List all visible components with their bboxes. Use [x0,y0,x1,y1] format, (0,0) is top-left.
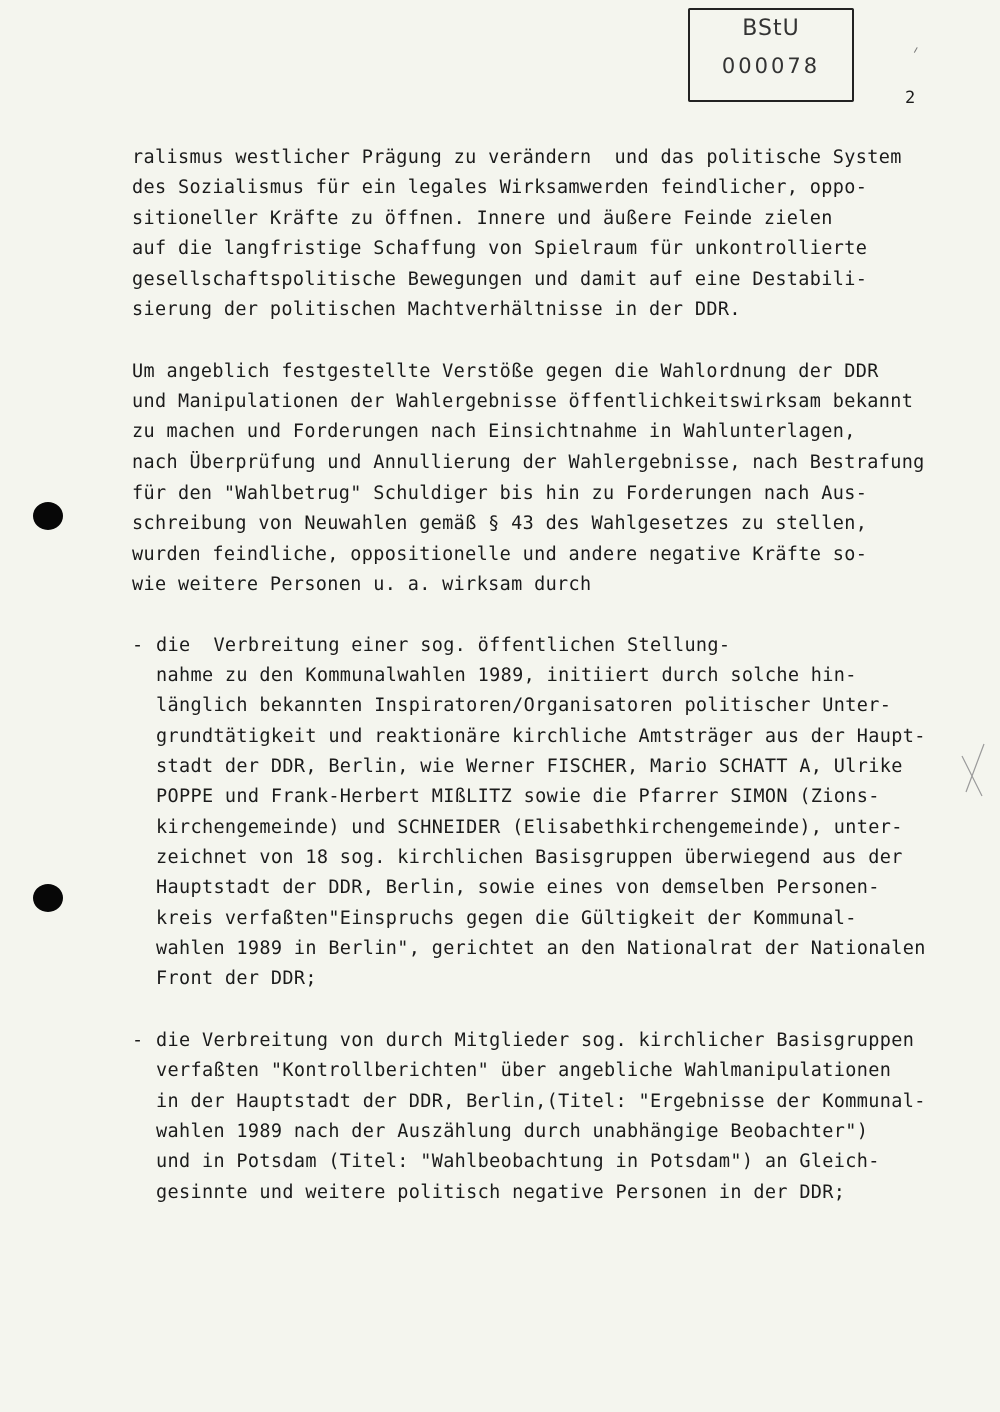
paragraph-line: Um angeblich festgestellte Verstöße gegen die Wahlordnung der DDR [132,361,879,382]
bullet-marker: - [132,1030,144,1051]
bullet-line: kirchengemeinde) und SCHNEIDER (Elisabethkirchengemeinde), unter- [156,817,903,838]
punch-hole-upper [33,502,63,530]
bullet-marker: - [132,635,144,656]
bullet-line: wahlen 1989 nach der Auszählung durch unabhängige Beobachter") [156,1121,869,1142]
bullet-line: POPPE und Frank-Herbert MIßLITZ sowie die Pfarrer SIMON (Zions- [156,786,880,807]
page-number: 2 [905,88,916,108]
bullet-line: Front der DDR; [156,968,317,989]
paragraph-line: sierung der politischen Machtverhältnisse in der DDR. [132,299,741,320]
paragraph-line: wurden feindliche, oppositionelle und andere negative Kräfte so- [132,544,868,565]
paragraph-line: und Manipulationen der Wahlergebnisse öffentlichkeitswirksam bekannt [132,391,914,412]
bullet-line: und in Potsdam (Titel: "Wahlbeobachtung in Potsdam") an Gleich- [156,1151,880,1172]
bullet-line: stadt der DDR, Berlin, wie Werner FISCHER, Mario SCHATT A, Ulrike [156,756,903,777]
paragraph-line: wie weitere Personen u. a. wirksam durch [132,574,592,595]
margin-cross-mark [958,742,988,798]
paragraph-line: nach Überprüfung und Annullierung der Wahlergebnisse, nach Bestrafung [132,452,925,473]
paragraph-line: des Sozialismus für ein legales Wirksamwerden feindlicher, oppo- [132,177,868,198]
paragraph-line: gesellschaftspolitische Bewegungen und damit auf eine Destabili- [132,269,868,290]
bullet-line: die Verbreitung von durch Mitglieder sog. kirchlicher Basisgruppen [156,1030,915,1051]
paragraph-line: ralismus westlicher Prägung zu verändern und das politische System [132,147,902,168]
paragraph-line: für den "Wahlbetrug" Schuldiger bis hin zu Forderungen nach Aus- [132,483,868,504]
bullet-line: Hauptstadt der DDR, Berlin, sowie eines von demselben Personen- [156,877,880,898]
bullet-line: gesinnte und weitere politisch negative Personen in der DDR; [156,1182,846,1203]
paragraph-line: auf die langfristige Schaffung von Spielraum für unkontrollierte [132,238,868,259]
punch-hole-lower [33,884,63,912]
bullet-line: länglich bekannten Inspiratoren/Organisatoren politischer Unter- [156,695,892,716]
bullet-line: die Verbreitung einer sog. öffentlichen Stellung- [156,635,731,656]
bullet-line: verfaßten "Kontrollberichten" über angebliche Wahlmanipulationen [156,1060,892,1081]
stamp-number: 000078 [721,54,821,78]
bullet-line: kreis verfaßten"Einspruchs gegen die Gültigkeit der Kommunal- [156,908,857,929]
paragraph-line: schreibung von Neuwahlen gemäß § 43 des Wahlgesetzes zu stellen, [132,513,868,534]
bullet-line: grundtätigkeit und reaktionäre kirchliche Amtsträger aus der Haupt- [156,726,926,747]
paragraph-line: sitioneller Kräfte zu öffnen. Innere und äußere Feinde zielen [132,208,833,229]
bullet-line: zeichnet von 18 sog. kirchlichen Basisgruppen überwiegend aus der [156,847,903,868]
stamp-agency: BStU [742,16,800,41]
bullet-line: in der Hauptstadt der DDR, Berlin,(Titel: "Ergebnisse der Kommunal- [156,1091,926,1112]
bullet-line: nahme zu den Kommunalwahlen 1989, initiiert durch solche hin- [156,665,857,686]
bullet-line: wahlen 1989 in Berlin", gerichtet an den Nationalrat der Nationalen [156,938,926,959]
paragraph-line: zu machen und Forderungen nach Einsichtnahme in Wahlunterlagen, [132,421,856,442]
pencil-mark [914,47,921,55]
archive-stamp [688,8,854,102]
